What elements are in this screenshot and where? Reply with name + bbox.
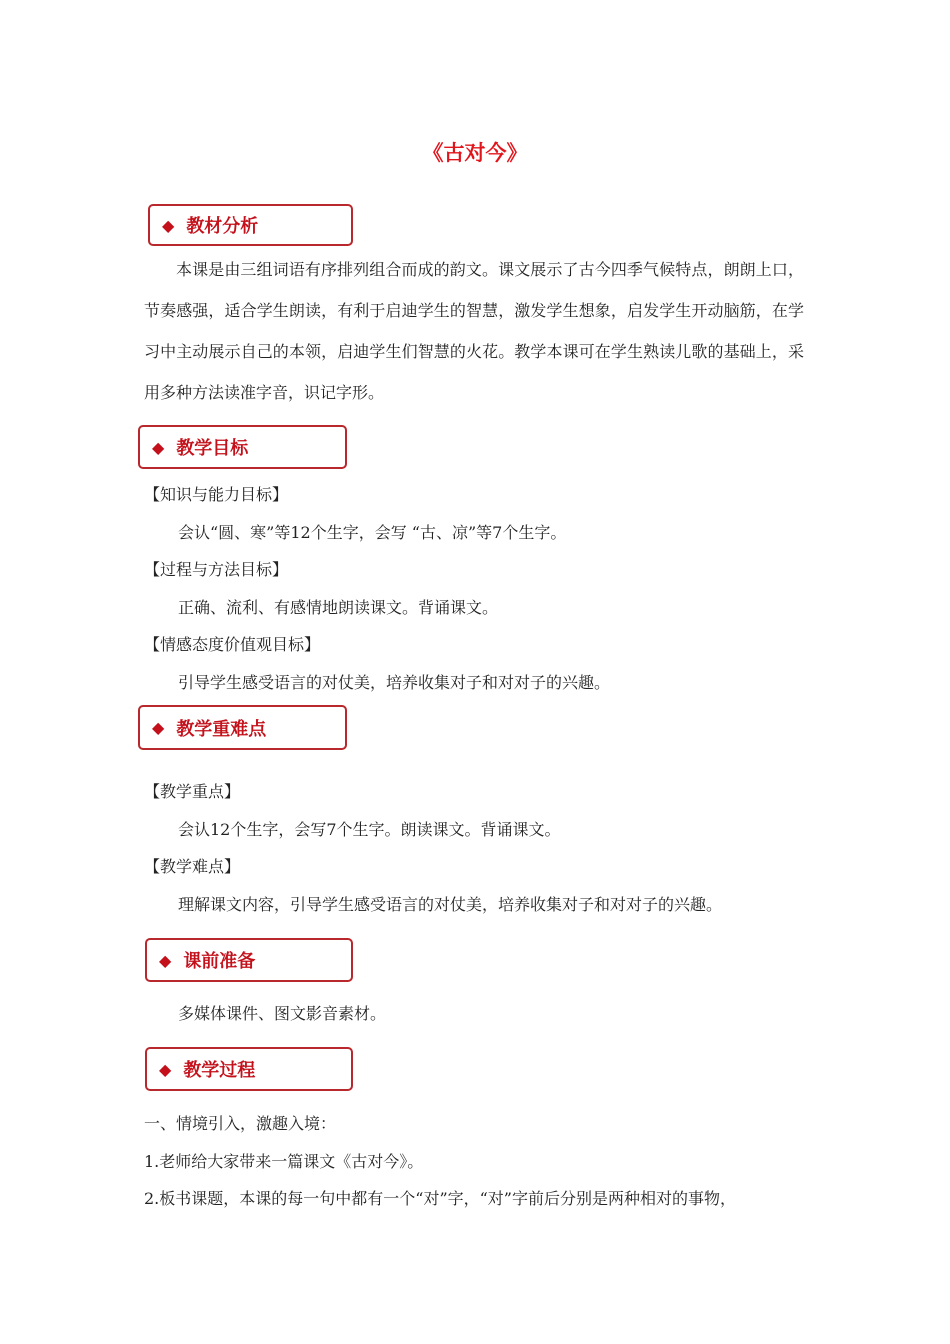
- section-title: 教学目标: [176, 438, 249, 459]
- section-header-analysis: [148, 204, 353, 246]
- key-point-heading: 【教学重点】: [144, 782, 241, 801]
- diamond-bullet-icon: ◆: [159, 1059, 172, 1079]
- section-title: 教学过程: [183, 1060, 256, 1081]
- process-step-heading: 一、情境引入，激趣入境：: [144, 1114, 337, 1133]
- section-title: 课前准备: [183, 951, 256, 972]
- diamond-bullet-icon: ◆: [159, 950, 172, 970]
- section-header-goals: [138, 425, 347, 469]
- method-goal-heading: 【过程与方法目标】: [144, 560, 289, 579]
- prep-text: 多媒体课件、图文影音素材。: [178, 1004, 387, 1023]
- diamond-bullet-icon: ◆: [152, 437, 165, 457]
- process-item-2: 2.板书课题，本课的每一句中都有一个“对”字，“对”字前后分别是两种相对的事物，: [144, 1189, 736, 1208]
- section-title: 教学重难点: [176, 718, 267, 740]
- difficult-point-text: 理解课文内容，引导学生感受语言的对仗美，培养收集对子和对对子的兴趣。: [178, 895, 723, 914]
- section-header-prep: [145, 938, 353, 982]
- emotion-goal-text: 引导学生感受语言的对仗美，培养收集对子和对对子的兴趣。: [178, 673, 611, 692]
- diamond-bullet-icon: ◆: [162, 215, 175, 235]
- section-title: 教材分析: [186, 216, 259, 237]
- emotion-goal-heading: 【情感态度价值观目标】: [144, 635, 321, 654]
- process-item-1: 1.老师给大家带来一篇课文《古对今》。: [144, 1152, 424, 1171]
- difficult-point-heading: 【教学难点】: [144, 857, 241, 876]
- section-header-process: [145, 1047, 353, 1091]
- key-point-text: 会认12个生字，会写7个生字。朗读课文。背诵课文。: [178, 820, 561, 839]
- analysis-paragraph: 本课是由三组词语有序排列组合而成的韵文。课文展示了古今四季气候特点，朗朗上口，节奏感强，适合学生朗读，有利于启迪学生的智慧，激发学生想象，启发学生开动脑筋，在学习中主动展示自己的本领，启迪学生们智慧的火花。教学本课可在学生熟读儿歌的基础上，采用多种方法读准字音，识记字形。: [144, 260, 804, 402]
- page-title: 《古对今》: [422, 141, 528, 165]
- knowledge-goal-text: 会认“圆、寒”等12个生字，会写 “古、凉”等7个生字。: [178, 523, 567, 542]
- diamond-bullet-icon: ◆: [152, 718, 165, 737]
- section-header-keypoints: [138, 705, 347, 750]
- knowledge-goal-heading: 【知识与能力目标】: [144, 485, 289, 504]
- method-goal-text: 正确、流利、有感情地朗读课文。背诵课文。: [178, 598, 499, 617]
